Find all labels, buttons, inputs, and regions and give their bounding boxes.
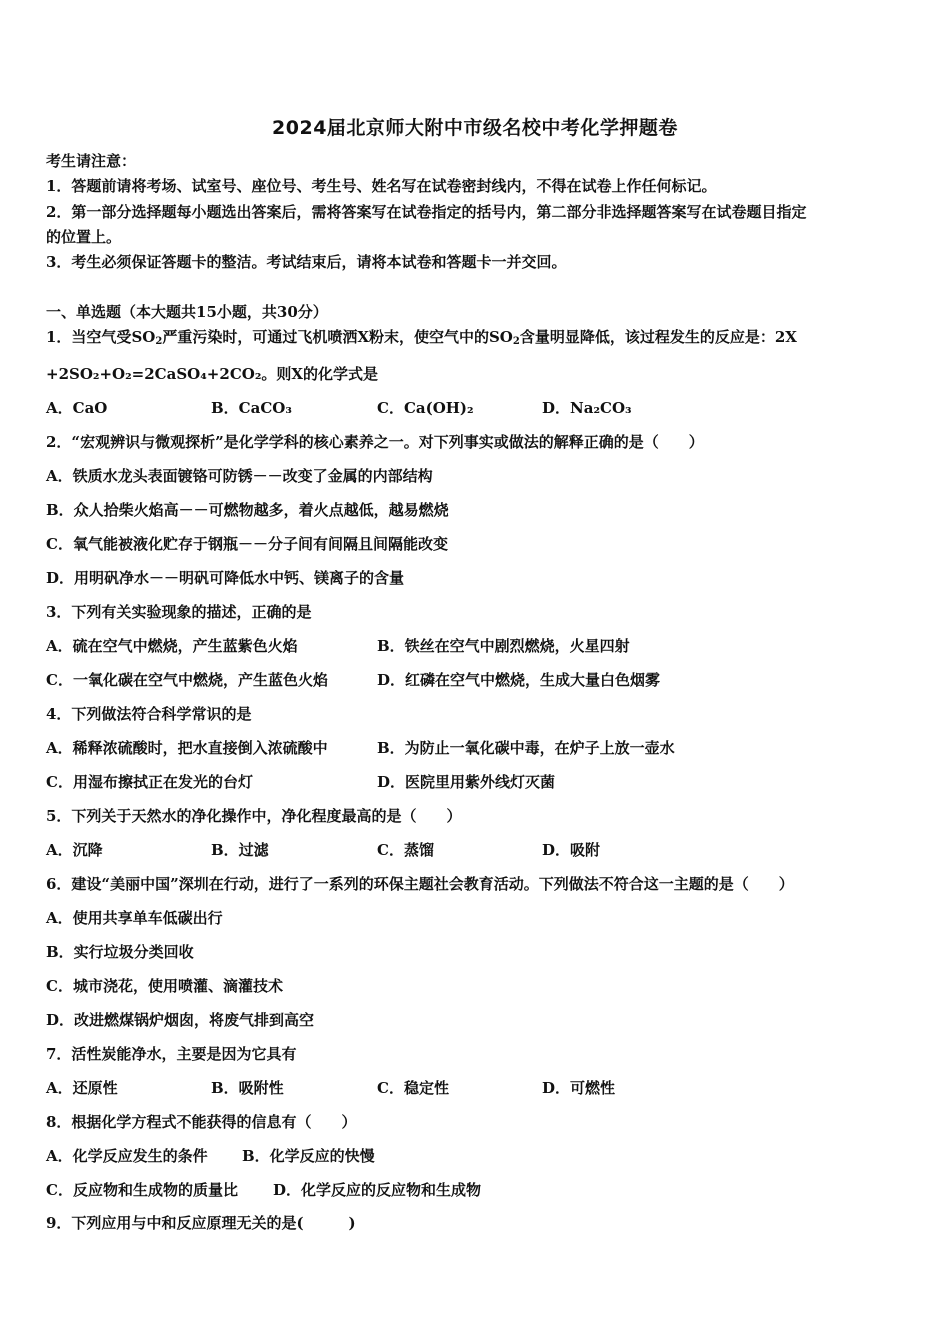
q6-option-b[interactable]: B．实行垃圾分类回收 [46, 943, 194, 961]
q2-option-c[interactable]: C．氧气能被液化贮存于钢瓶－－分子间有间隔且间隔能改变 [46, 535, 448, 553]
q4-option-c[interactable]: C．用湿布擦拭正在发光的台灯 [46, 773, 253, 791]
q5-option-d[interactable]: D．吸附 [542, 841, 601, 859]
q1-option-d[interactable]: D．Na₂CO₃ [542, 399, 632, 417]
q1-subscript-2: 2 [512, 336, 520, 347]
q1-option-b[interactable]: B．CaCO₃ [211, 399, 292, 417]
exam-title: 2024届北京师大附中市级名校中考化学押题卷 [272, 117, 678, 139]
q7-option-b[interactable]: B．吸附性 [211, 1079, 284, 1097]
q3-option-b[interactable]: B．铁丝在空气中剧烈燃烧，火星四射 [377, 637, 630, 655]
q8-option-b[interactable]: B．化学反应的快慢 [242, 1147, 375, 1165]
q5-option-b[interactable]: B．过滤 [211, 841, 269, 859]
question-6-stem: 6．建设“美丽中国”深圳在行动，进行了一系列的环保主题社会教育活动。下列做法不符合这一主题的是（ ） [46, 875, 794, 893]
q1-text-a: 1．当空气受SO [46, 328, 156, 346]
q7-option-a[interactable]: A．还原性 [46, 1079, 118, 1097]
q8-option-a[interactable]: A．化学反应发生的条件 [46, 1147, 208, 1165]
q1-option-c[interactable]: C．Ca(OH)₂ [377, 399, 474, 417]
question-9-stem: 9．下列应用与中和反应原理无关的是( ) [46, 1214, 356, 1232]
q4-option-a[interactable]: A．稀释浓硫酸时，把水直接倒入浓硫酸中 [46, 739, 328, 757]
q3-option-a[interactable]: A．硫在空气中燃烧，产生蓝紫色火焰 [46, 637, 298, 655]
q2-option-a[interactable]: A．铁质水龙头表面镀铬可防锈－－改变了金属的内部结构 [46, 467, 433, 485]
q2-option-b[interactable]: B．众人拾柴火焰高－－可燃物越多，着火点越低，越易燃烧 [46, 501, 449, 519]
q1-subscript-1: 2 [155, 336, 163, 347]
q5-option-a[interactable]: A．沉降 [46, 841, 103, 859]
q8-option-d[interactable]: D．化学反应的反应物和生成物 [273, 1181, 482, 1199]
question-7-stem: 7．活性炭能净水，主要是因为它具有 [46, 1045, 297, 1063]
q6-option-c[interactable]: C．城市浇花，使用喷灌、滴灌技术 [46, 977, 283, 995]
q5-option-c[interactable]: C．蒸馏 [377, 841, 434, 859]
q1-text-b: 严重污染时，可通过飞机喷洒X粉末，使空气中的SO [162, 328, 513, 346]
question-8-stem: 8．根据化学方程式不能获得的信息有（ ） [46, 1113, 357, 1131]
question-1-equation: +2SO₂+O₂=2CaSO₄+2CO₂。则X的化学式是 [46, 365, 379, 383]
question-4-stem: 4．下列做法符合科学常识的是 [46, 705, 252, 723]
q8-option-c[interactable]: C．反应物和生成物的质量比 [46, 1181, 238, 1199]
q2-option-d[interactable]: D．用明矾净水－－明矾可降低水中钙、镁离子的含量 [46, 569, 405, 587]
q1-text-c: 含量明显降低，该过程发生的反应是：2X [519, 328, 797, 346]
question-1-stem [46, 327, 797, 347]
question-5-stem: 5．下列关于天然水的净化操作中，净化程度最高的是（ ） [46, 807, 462, 825]
question-2-stem: 2．“宏观辨识与微观探析”是化学学科的核心素养之一。对下列事实或做法的解释正确的是（ ） [46, 433, 704, 451]
q6-option-d[interactable]: D．改进燃煤锅炉烟囱，将废气排到高空 [46, 1011, 315, 1029]
section-heading: 一、单选题（本大题共15小题，共30分） [46, 303, 328, 321]
notice-item-2-cont: 的位置上。 [46, 228, 122, 246]
q7-option-c[interactable]: C．稳定性 [377, 1079, 449, 1097]
notice-item-1: 1．答题前请将考场、试室号、座位号、考生号、姓名写在试卷密封线内，不得在试卷上作任何标记。 [46, 177, 717, 195]
q3-option-c[interactable]: C．一氧化碳在空气中燃烧，产生蓝色火焰 [46, 671, 328, 689]
notice-item-3: 3．考生必须保证答题卡的整洁。考试结束后，请将本试卷和答题卡一并交回。 [46, 253, 567, 271]
notice-heading: 考生请注意： [46, 152, 137, 170]
notice-item-2: 2．第一部分选择题每小题选出答案后，需将答案写在试卷指定的括号内，第二部分非选择题答案写在试卷题目指定 [46, 203, 807, 221]
q7-option-d[interactable]: D．可燃性 [542, 1079, 616, 1097]
q1-option-a[interactable]: A．CaO [46, 399, 108, 417]
q4-option-b[interactable]: B．为防止一氧化碳中毒，在炉子上放一壶水 [377, 739, 675, 757]
q4-option-d[interactable]: D．医院里用紫外线灯灭菌 [377, 773, 556, 791]
q3-option-d[interactable]: D．红磷在空气中燃烧，生成大量白色烟雾 [377, 671, 661, 689]
question-3-stem: 3．下列有关实验现象的描述，正确的是 [46, 603, 312, 621]
q6-option-a[interactable]: A．使用共享单车低碳出行 [46, 909, 223, 927]
